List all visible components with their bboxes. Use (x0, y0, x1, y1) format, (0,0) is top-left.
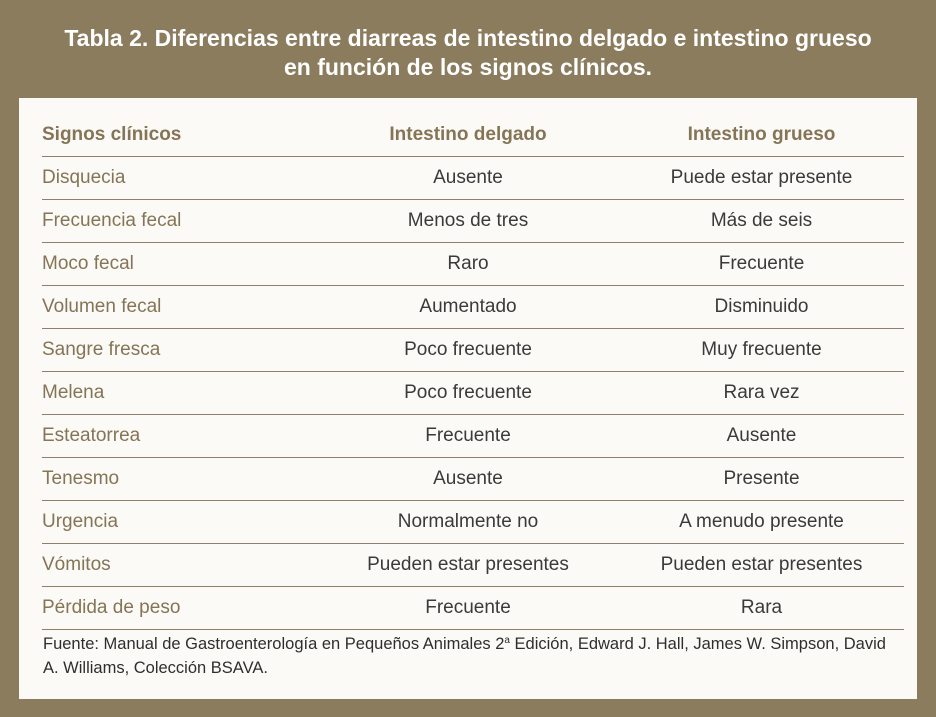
row-large-intestine-cell: Pueden estar presentes (619, 544, 904, 587)
row-large-intestine-cell: Presente (619, 458, 904, 501)
table-row (42, 157, 904, 200)
row-sign-cell: Sangre fresca (42, 329, 317, 372)
row-small-intestine-cell: Poco frecuente (317, 372, 619, 415)
row-sign-cell: Vómitos (42, 544, 317, 587)
clinical-signs-table (42, 114, 904, 630)
row-sign-cell: Pérdida de peso (42, 587, 317, 630)
table-row (42, 458, 904, 501)
row-small-intestine-cell: Raro (317, 243, 619, 286)
table-row (42, 200, 904, 243)
header-intestino-grueso: Intestino grueso (619, 114, 904, 157)
row-small-intestine-cell: Poco frecuente (317, 329, 619, 372)
row-sign-cell: Melena (42, 372, 317, 415)
table-row (42, 415, 904, 458)
row-sign-cell: Moco fecal (42, 243, 317, 286)
row-large-intestine-cell: Ausente (619, 415, 904, 458)
source-citation (43, 632, 903, 680)
header-signos-clinicos: Signos clínicos (42, 114, 317, 157)
table-row (42, 587, 904, 630)
table-header-row (42, 114, 904, 157)
row-large-intestine-cell: Muy frecuente (619, 329, 904, 372)
row-large-intestine-cell: Rara vez (619, 372, 904, 415)
table-row (42, 544, 904, 587)
header-intestino-delgado: Intestino delgado (317, 114, 619, 157)
row-small-intestine-cell: Ausente (317, 458, 619, 501)
table-row (42, 372, 904, 415)
row-sign-cell: Volumen fecal (42, 286, 317, 329)
source-superscript: a (504, 635, 510, 646)
table-row (42, 501, 904, 544)
table-title (0, 24, 936, 82)
row-sign-cell: Disquecia (42, 157, 317, 200)
row-small-intestine-cell: Ausente (317, 157, 619, 200)
table-row (42, 243, 904, 286)
source-text-start: Fuente: Manual de Gastroenterología en Pequeños Animales 2 (43, 635, 505, 653)
row-small-intestine-cell: Aumentado (317, 286, 619, 329)
row-large-intestine-cell: Más de seis (619, 200, 904, 243)
table-row (42, 329, 904, 372)
row-small-intestine-cell: Normalmente no (317, 501, 619, 544)
row-sign-cell: Frecuencia fecal (42, 200, 317, 243)
row-sign-cell: Urgencia (42, 501, 317, 544)
table-row (42, 286, 904, 329)
table-title-line-1: Tabla 2. Diferencias entre diarreas de intestino delgado e intestino grueso (64, 25, 872, 51)
row-small-intestine-cell: Frecuente (317, 587, 619, 630)
row-small-intestine-cell: Pueden estar presentes (317, 544, 619, 587)
row-small-intestine-cell: Menos de tres (317, 200, 619, 243)
row-small-intestine-cell: Frecuente (317, 415, 619, 458)
table-panel (19, 98, 917, 699)
row-large-intestine-cell: A menudo presente (619, 501, 904, 544)
row-sign-cell: Esteatorrea (42, 415, 317, 458)
row-sign-cell: Tenesmo (42, 458, 317, 501)
row-large-intestine-cell: Puede estar presente (619, 157, 904, 200)
table-title-line-2: en función de los signos clínicos. (283, 54, 653, 80)
row-large-intestine-cell: Frecuente (619, 243, 904, 286)
row-large-intestine-cell: Disminuido (619, 286, 904, 329)
source-text-end: Edición, Edward J. Hall, James W. Simpson, David A. Williams, Colección BSAVA. (43, 635, 886, 677)
row-large-intestine-cell: Rara (619, 587, 904, 630)
